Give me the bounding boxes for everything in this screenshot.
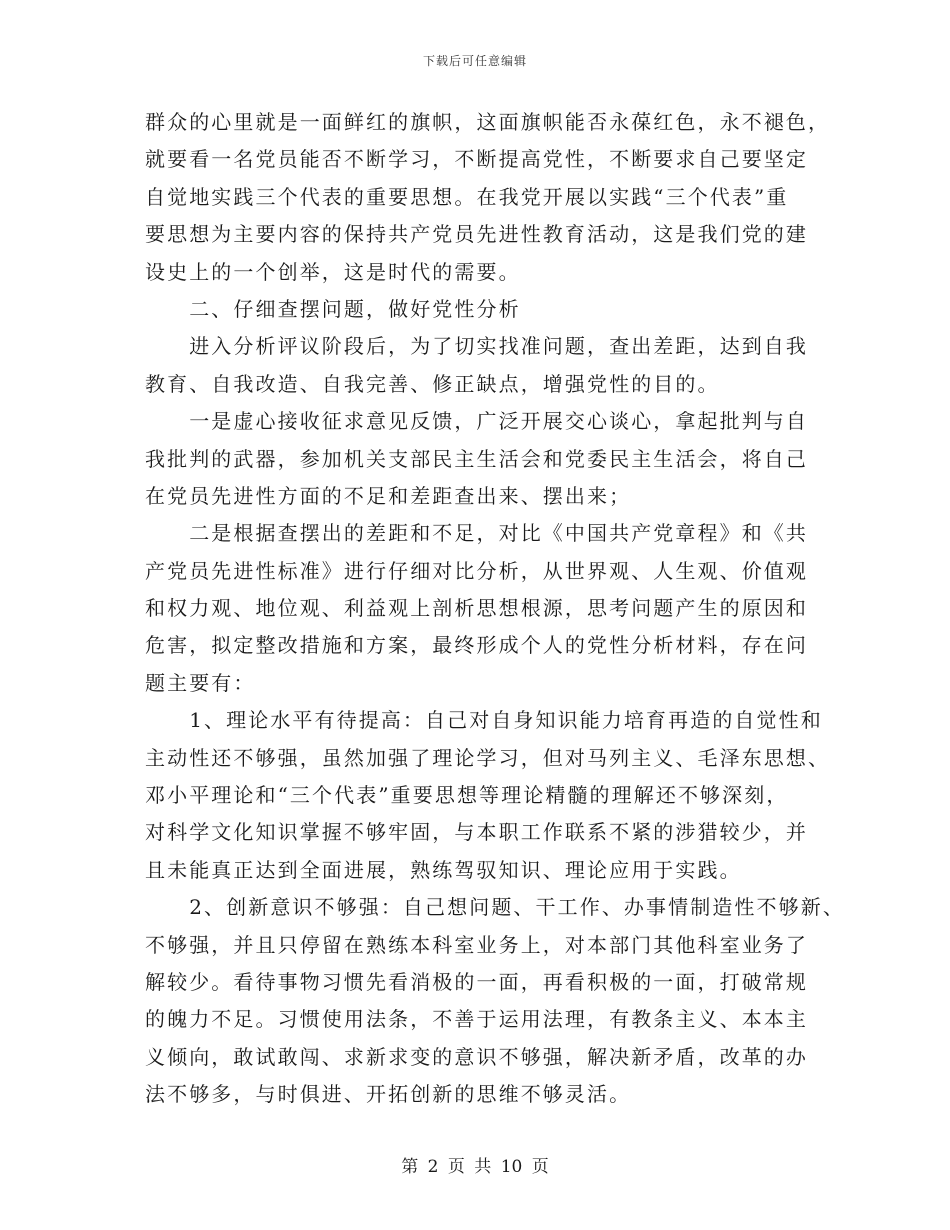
body-line-16: 题主要有： [145, 670, 256, 695]
body-line-22: 2、创新意识不够强：自己想问题、干工作、办事情制造性不够新、 [145, 895, 845, 920]
body-line-15: 危害，拟定整改措施和方案，最终形成个人的党性分析材料，存在问 [145, 633, 808, 658]
document-body [145, 104, 845, 1114]
body-line-27: 法不够多，与时俱进、开拓创新的思维不够灵活。 [145, 1082, 632, 1107]
body-line-20: 对科学文化知识掌握不够牢固，与本职工作联系不紧的涉猎较少，并 [145, 820, 808, 845]
body-line-17: 1、理论水平有待提高：自己对自身知识能力培育再造的自觉性和 [145, 708, 823, 733]
body-line-24: 解较少。看待事物习惯先看消极的一面，再看积极的一面，打破常规 [145, 969, 808, 994]
body-line-11: 在党员先进性方面的不足和差距查出来、摆出来； [145, 483, 632, 508]
body-line-23: 不够强，并且只停留在熟练本科室业务上，对本部门其他科室业务了 [145, 932, 808, 957]
body-line-18: 主动性还不够强，虽然加强了理论学习，但对马列主义、毛泽东思想、 [145, 745, 831, 770]
section-heading: 二、仔细查摆问题，做好党性分析 [145, 296, 521, 321]
page-number: 第 2 页 共 10 页 [401, 1157, 549, 1177]
body-line-9: 一是虚心接收征求意见反馈，广泛开展交心谈心，拿起批判与自 [145, 409, 808, 434]
body-line-21: 且未能真正达到全面进展，熟练驾驭知识、理论应用于实践。 [145, 857, 742, 882]
body-line-14: 和权力观、地位观、利益观上剖析思想根源，思考问题产生的原因和 [145, 596, 808, 621]
body-line-5: 设史上的一个创举，这是时代的需要。 [145, 259, 521, 284]
body-line-12: 二是根据查摆出的差距和不足，对比《中国共产党章程》和《共 [145, 521, 808, 546]
body-line-4: 要思想为主要内容的保持共产党员先进性教育活动，这是我们党的建 [145, 222, 808, 247]
body-line-7: 进入分析评议阶段后，为了切实找准问题，查出差距，达到自我 [145, 334, 808, 359]
body-line-26: 义倾向，敢试敢闯、求新求变的意识不够强，解决新矛盾，改革的办 [145, 1044, 808, 1069]
body-line-2: 就要看一名党员能否不断学习，不断提高党性，不断要求自己要坚定 [145, 147, 808, 172]
body-line-1: 群众的心里就是一面鲜红的旗帜，这面旗帜能否永葆红色，永不褪色， [145, 110, 831, 134]
body-line-3: 自觉地实践三个代表的重要思想。在我党开展以实践“三个代表”重 [145, 184, 789, 209]
body-line-10: 我批判的武器，参加机关支部民主生活会和党委民主生活会，将自己 [145, 446, 808, 471]
body-line-19: 邓小平理论和“三个代表”重要思想等理论精髓的理解还不够深刻， [145, 783, 789, 808]
page-header: 下载后可任意编辑 [422, 54, 527, 68]
body-line-25: 的魄力不足。习惯使用法条，不善于运用法理，有教条主义、本本主 [145, 1007, 808, 1032]
body-line-13: 产党员先进性标准》进行仔细对比分析，从世界观、人生观、价值观 [145, 558, 808, 583]
body-line-8: 教育、自我改造、自我完善、修正缺点，增强党性的目的。 [145, 371, 720, 396]
